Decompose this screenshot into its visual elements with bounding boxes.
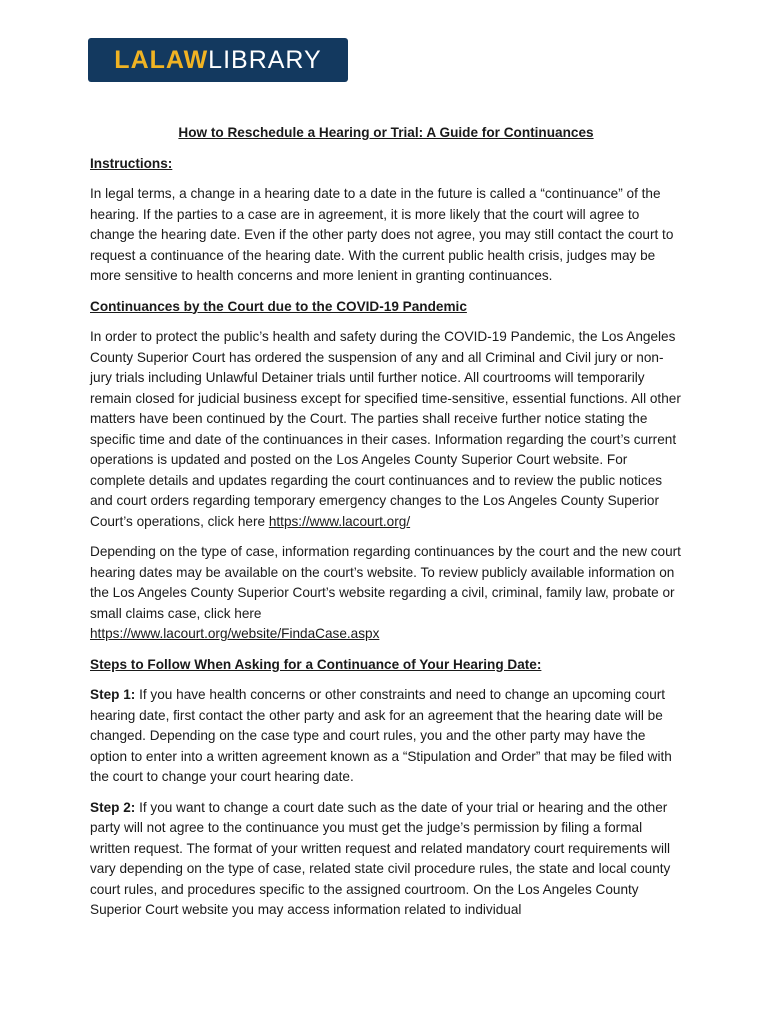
intro-paragraph: In legal terms, a change in a hearing date to a date in the future is called a “continuance” of the hearing. If the parties to a case are in agreement, it is more likely that the court will agree to change the hearing date. Even if the other party does not agree, you may still contact the court to request a continuance of the hearing date. With the current public health crisis, judges may be more sensitive to health concerns and more lenient in granting continuances. [90,186,674,283]
step2-paragraph [90,798,682,921]
covid-heading: Continuances by the Court due to the COVID-19 Pandemic [90,298,467,314]
lacourt-link[interactable]: https://www.lacourt.org/ [268,513,411,529]
logo-library-text: LIBRARY [208,46,322,74]
step2-text: If you want to change a court date such as the date of your trial or hearing and the other party will not agree to the continuance you must get the judge’s permission by filing a formal written request. The format of your written request and related mandatory court requirements will vary depending on the type of case, related state civil procedure rules, the state and local county court rules, and procedures specific to the assigned courtroom. On the Los Angeles County Superior Court website you may access information related to individual [90,799,671,917]
instructions-heading: Instructions: [90,155,173,171]
document-body [90,123,682,931]
casetype-paragraph [90,542,682,645]
casetype-paragraph-text: Depending on the type of case, information regarding continuances by the court and the new court hearing dates may be available on the court’s website. To review publicly available information on the Los Angeles County Superior Court’s website regarding a civil, criminal, family law, probate or small claims case, click here [90,544,681,621]
step1-text: If you have health concerns or other constraints and need to change an upcoming court hearing date, first contact the other party and ask for an agreement that the hearing date will be changed. Depending on the case type and court rules, you and the other party may have the option to enter into a written agreement known as a “Stipulation and Order” that may be filed with the court to change your court hearing date. [90,687,672,784]
findacase-link[interactable]: https://www.lacourt.org/website/FindaCase.aspx [90,626,380,641]
steps-heading: Steps to Follow When Asking for a Continuance of Your Hearing Date: [90,656,542,672]
logo-lalaw-text: LALAW [114,46,209,74]
step1-paragraph [90,685,682,788]
step1-label: Step 1: [90,687,136,702]
lalawlibrary-logo[interactable] [88,38,348,82]
covid-paragraph-text: In order to protect the public’s health and safety during the COVID-19 Pandemic, the Los Angeles County Superior Court has ordered the suspension of any and all Criminal and Civil jury or non-jury trials including Unlawful Detainer trials until further notice. All courtrooms will temporarily remain closed for judicial business except for specified time-sensitive, essential functions. All other matters have been continued by the Court. The parties shall receive further notice stating the specific time and date of the continuances in their cases. Information regarding the court’s current operations is updated and posted on the Los Angeles County Superior Court website. For complete details and updates regarding the court continuances and to review the public notices and court orders regarding temporary emergency changes to the Los Angeles County Superior Court’s operations, click here [90,329,681,529]
step2-label: Step 2: [90,799,136,815]
covid-paragraph [90,327,682,532]
document-title: How to Reschedule a Hearing or Trial: A Guide for Continuances [178,125,594,140]
